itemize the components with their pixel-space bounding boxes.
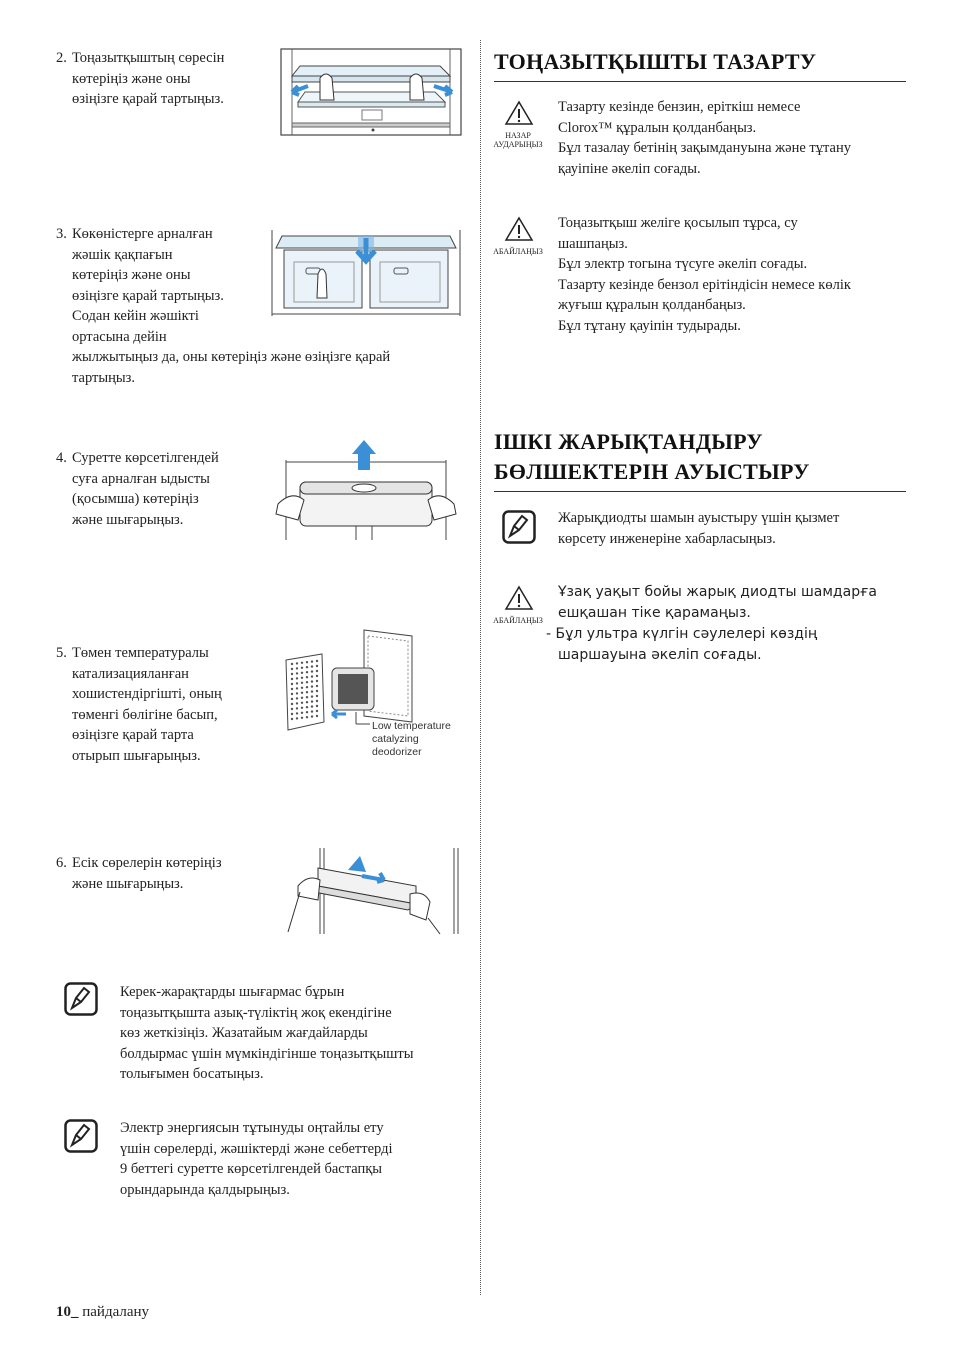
warning-line: Бұл тұтану қауіпін тудырады.	[558, 317, 741, 334]
step-number: 2.	[56, 50, 67, 66]
step-6	[56, 853, 266, 894]
note-line: 9 беттегі суретте көрсетілгендей бастапқы	[120, 1161, 383, 1177]
step-line: көтеріңіз және оны	[72, 70, 191, 87]
warning-label: АУДАРЫҢЫЗ	[493, 140, 543, 149]
section-title-cleaning: ТОҢАЗЫТҚЫШТЫ ТАЗАРТУ	[494, 49, 817, 74]
step-line: төменгі бөлігіне басып,	[72, 706, 218, 723]
warning-triangle-icon	[492, 100, 546, 126]
warning-1-icon-group	[492, 100, 546, 149]
note-line: Жарықдиодты шамын ауыстыру үшін қызмет	[558, 510, 840, 526]
step-line: катализацияланған	[72, 665, 189, 682]
deodorizer-caption	[372, 720, 451, 759]
note-1	[120, 982, 480, 1085]
water-tank-illustration	[268, 438, 464, 542]
step-line: көтеріңіз және оны	[72, 267, 191, 283]
caution-line: Ұзақ уақыт бойы жарық диодты шамдарға	[558, 584, 877, 600]
note-line: Электр энергиясын тұтынуды оңтайлы ету	[120, 1120, 384, 1136]
step-line: Төмен температуралы	[72, 645, 209, 661]
step-line: Тоңазытқыштың сөресін	[72, 50, 225, 66]
shelf-removal-illustration	[280, 48, 462, 136]
step-line: тартыңыз.	[72, 369, 135, 386]
warning-line: Бұл тазалау бетінің зақымдануына және тұтану	[558, 140, 851, 156]
note-line: болдырмас үшін мүмкіндігінше тоңазытқышты	[120, 1045, 414, 1062]
vegetable-drawer-illustration	[270, 228, 462, 318]
step-number: 4.	[56, 450, 67, 466]
section-rule	[494, 491, 906, 492]
warning-line: Тазарту кезінде бензол ерітіндісін немесе көлік	[558, 276, 851, 293]
caution-icon-group	[492, 585, 546, 625]
note-line: үшін сөрелерді, жәшіктерді және себеттерді	[120, 1140, 393, 1157]
warning-line: жуғыш құралын қолданбаңыз.	[558, 297, 746, 313]
warning-2-icon-group	[492, 216, 546, 256]
step-line: Содан кейін жәшікті	[72, 308, 199, 324]
door-shelf-illustration	[278, 846, 464, 936]
caution-line: - Бұл ультра күлгін сәулелері көздің	[546, 626, 818, 642]
section-title-line: ІШКІ ЖАРЫҚТАНДЫРУ	[494, 429, 763, 454]
step-number: 6.	[56, 855, 67, 871]
note-line: тоңазытқышта азық-түліктің жоқ екендігіне	[120, 1004, 392, 1021]
step-line: Суретте көрсетілгендей	[72, 450, 219, 466]
note-line: Керек-жарақтарды шығармас бұрын	[120, 984, 345, 1000]
footer-section: пайдалану	[82, 1304, 150, 1320]
warning-line: Тоңазытқыш желіге қосылып тұрса, су	[558, 215, 798, 231]
step-line: өзіңізге қарай тартыңыз.	[72, 287, 224, 304]
deodorizer-caption-line: Low temperature	[372, 720, 451, 732]
step-line: өзіңізге қарай тартыңыз.	[72, 91, 224, 107]
note-line: толығымен босатыңыз.	[120, 1066, 264, 1082]
step-line: отырып шығарыңыз.	[72, 747, 201, 764]
warning-line: Тазарту кезінде бензин, еріткіш немесе	[558, 99, 801, 115]
deodorizer-caption-line: catalyzing	[372, 733, 419, 745]
warning-line: Бұл электр тогына түсуге әкеліп соғады.	[558, 256, 808, 272]
step-line: хошистендіргішті, оның	[72, 686, 222, 702]
lighting-note-text	[558, 508, 918, 549]
note-line: көз жеткізіңіз. Жазатайым жағдайларды	[120, 1025, 368, 1041]
note-icon	[502, 510, 536, 549]
caution-line: шаршауына әкеліп соғады.	[558, 647, 762, 663]
note-line: орындарында қалдырыңыз.	[120, 1181, 290, 1198]
warning-label: АБАЙЛАҢЫЗ	[493, 616, 543, 625]
section-rule	[494, 81, 906, 82]
warning-1-text	[558, 97, 918, 179]
deodorizer-caption-line: deodorizer	[372, 746, 422, 758]
warning-line: Clorox™ құралын қолданбаңыз.	[558, 119, 757, 136]
warning-2-text	[558, 213, 918, 336]
step-line: және шығарыңыз.	[72, 875, 184, 892]
section-title-line: БӨЛШЕКТЕРІН АУЫСТЫРУ	[494, 459, 810, 484]
step-4	[56, 448, 266, 530]
step-line: суға арналған ыдысты	[72, 470, 210, 487]
step-line: ортасына дейін	[72, 328, 167, 345]
warning-line: шашпаңыз.	[558, 235, 628, 252]
warning-label: НАЗАР	[505, 131, 531, 140]
step-number: 3.	[56, 226, 67, 242]
step-line: және шығарыңыз.	[72, 511, 184, 528]
step-line: жылжытыңыз да, оны көтеріңіз және өзіңізге қарай	[72, 349, 391, 365]
page-footer	[56, 1302, 149, 1322]
step-number: 5.	[56, 645, 67, 661]
step-line: (қосымша) көтеріңіз	[72, 491, 199, 507]
note-icon	[64, 982, 98, 1021]
note-line: көрсету инженеріне хабарласыңыз.	[558, 530, 776, 547]
warning-triangle-icon	[492, 585, 546, 611]
caution-line: ешқашан тіке қарамаңыз.	[558, 605, 751, 621]
warning-line: қауіпіне әкеліп соғады.	[558, 160, 701, 177]
step-line: жәшік қақпағын	[72, 246, 173, 263]
note-icon	[64, 1119, 98, 1158]
note-2	[120, 1118, 480, 1200]
step-line: Есік сөрелерін көтеріңіз	[72, 855, 222, 871]
warning-triangle-icon	[492, 216, 546, 242]
section-title-lighting	[494, 427, 810, 487]
warning-label: АБАЙЛАҢЫЗ	[493, 247, 543, 256]
page-number: 10_	[56, 1304, 79, 1320]
step-line: Көкөністерге арналған	[72, 226, 213, 242]
step-line: өзіңізге қарай тарта	[72, 727, 194, 743]
step-2	[56, 48, 266, 110]
column-divider	[480, 40, 481, 1295]
step-5	[56, 643, 266, 766]
caution-text	[546, 582, 928, 666]
